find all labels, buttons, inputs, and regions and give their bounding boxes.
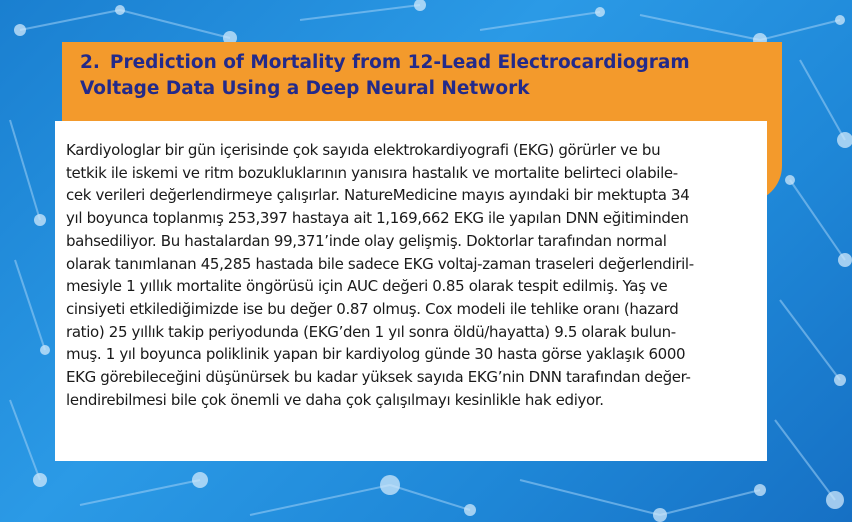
article-title [80, 50, 770, 102]
body-line: ratio) 25 yıllık takip periyodunda (EKG’den 1 yıl sonra öldü/hayatta) 9.5 olarak bulun- [66, 322, 676, 341]
body-line: olarak tanımlanan 45,285 hastada bile sadece EKG voltaj-zaman traseleri değerlendiril- [66, 254, 694, 273]
body-line: Kardiyologlar bir gün içerisinde çok sayıda elektrokardiyografi (EKG) görürler ve bu [66, 141, 661, 159]
body-line: cek verileri değerlendirmeye çalışırlar. NatureMedicine mayıs ayındaki bir mektupta 34 [66, 186, 690, 205]
body-line: yıl boyunca toplanmış 253,397 hastaya ait 1,169,662 EKG ile yapılan DNN eğitiminden [66, 209, 689, 228]
body-line: mesiyle 1 yıllık mortalite öngörüsü için AUC değeri 0.85 olarak tespit edilmiş. Yaş ve [66, 277, 668, 296]
title-line-2: Voltage Data Using a Deep Neural Network [80, 78, 530, 99]
body-line: EKG görebileceğini düşünürsek bu kadar yüksek sayıda EKG’nin DNN tarafından değer- [66, 368, 691, 387]
body-line: lendirebilmesi bile çok önemli ve daha çok çalışılmayı kesinlikle hak ediyor. [66, 390, 604, 409]
title-line-1: Prediction of Mortality from 12-Lead Electrocardiogram [109, 52, 690, 73]
body-line: bahsediliyor. Bu hastalardan 99,371’inde olay gelişmiş. Doktorlar tarafından normal [66, 231, 667, 250]
article-number: 2. [80, 52, 100, 73]
body-line: cinsiyeti etkilediğimizde ise bu değer 0.87 olmuş. Cox modeli ile tehlike oranı (hazard [66, 299, 679, 318]
article-body [66, 139, 760, 411]
body-line: muş. 1 yıl boyunca poliklinik yapan bir kardiyolog günde 30 hasta görse yaklaşık 6000 [66, 345, 686, 364]
body-line: tetkik ile iskemi ve ritm bozukluklarının yanısıra hastalık ve mortalite belirteci olabile- [66, 163, 678, 182]
